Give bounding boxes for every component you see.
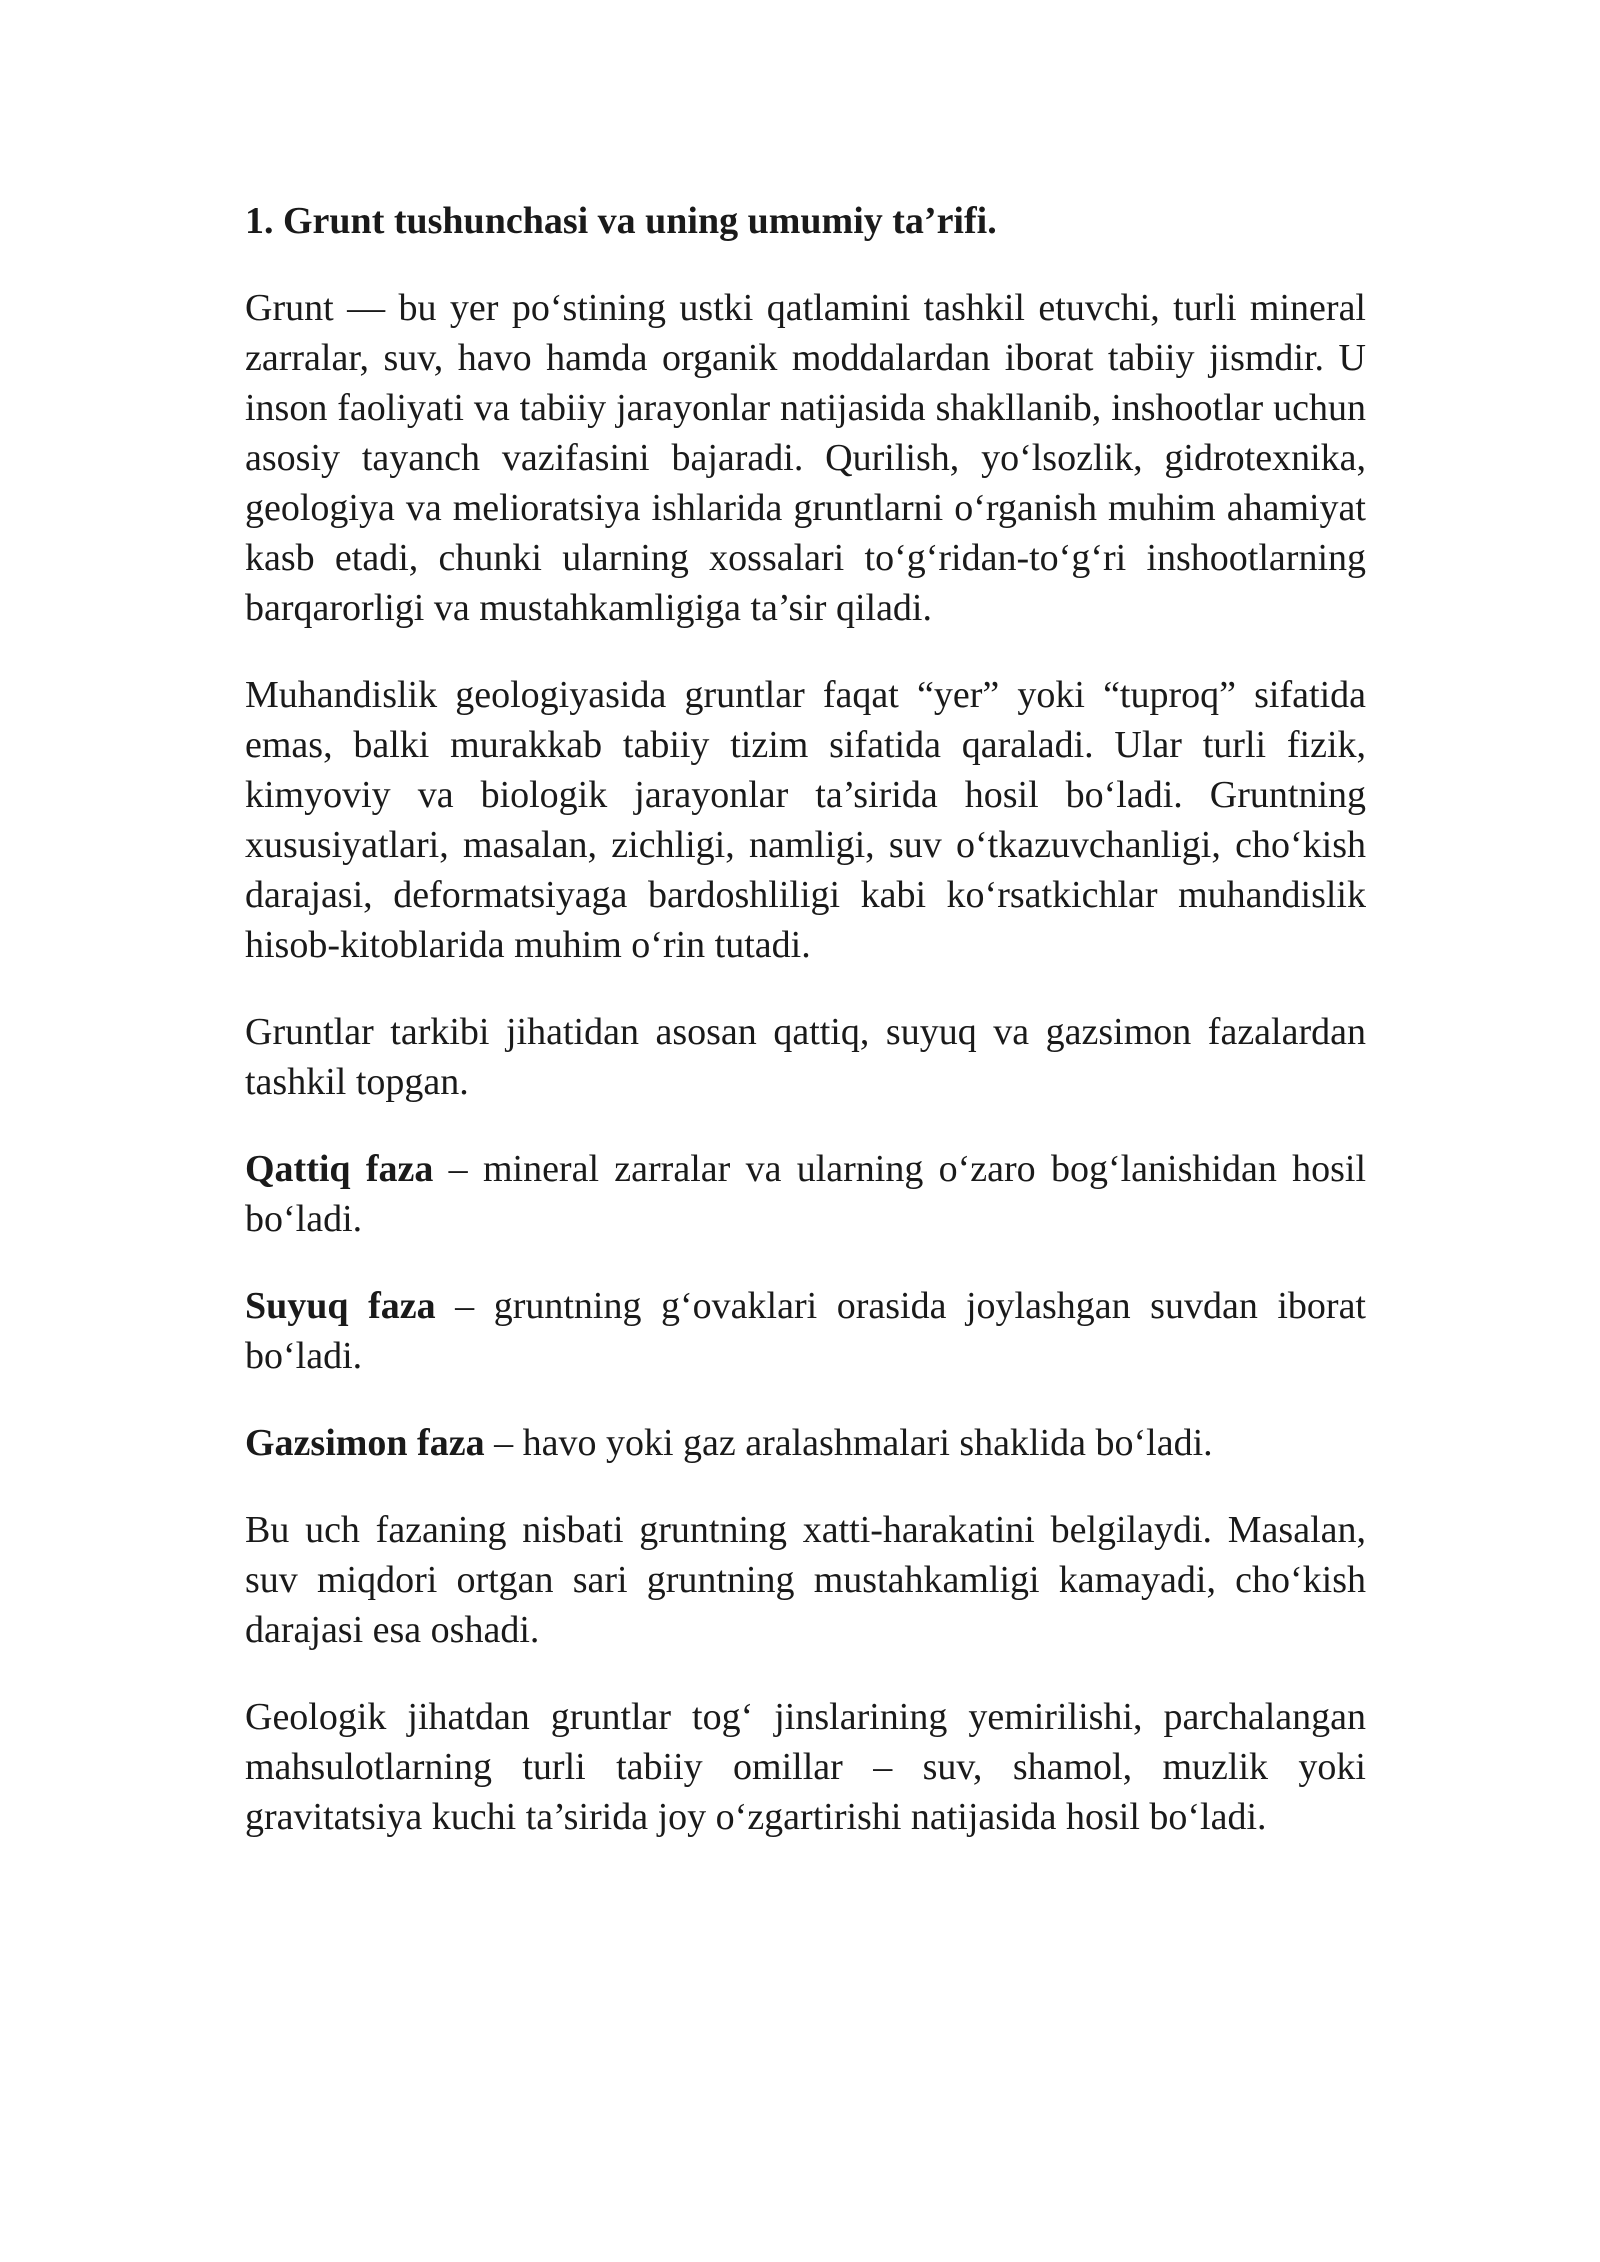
phase-term: Qattiq faza xyxy=(245,1148,434,1190)
phase-solid xyxy=(245,1144,1366,1244)
phase-description: – mineral zarralar va ularning o‘zaro bog‘lanishidan hosil bo‘ladi. xyxy=(245,1148,1367,1240)
phase-liquid xyxy=(245,1281,1366,1381)
phase-description: – gruntning g‘ovaklari orasida joylashgan suvdan iborat bo‘ladi. xyxy=(245,1285,1366,1377)
section-heading: 1. Grunt tushunchasi va uning umumiy ta’rifi. xyxy=(245,200,997,242)
paragraph-grunt-definition: Grunt — bu yer po‘stining ustki qatlamini tashkil etuvchi, turli mineral zarralar, suv, havo hamda organik moddalardan iborat tabiiy jismdir. U inson faoliyati va tabiiy jarayonlar natijasida shakllanib, inshootlar uchun asosiy tayanch vazifasini bajaradi. Qurilish, yo‘lsozlik, gidrotexnika, geologiya va melioratsiya ishlarida gruntlarni o‘rganish muhim ahamiyat kasb etadi, chunki ularning xossalari to‘g‘ridan-to‘g‘ri inshootlarning barqarorligi va mustahkamligiga ta’sir qiladi. xyxy=(245,287,1366,629)
paragraph-geological-origin: Geologik jihatdan gruntlar tog‘ jinslarining yemirilishi, parchalangan mahsulotlarning turli tabiiy omillar – suv, shamol, muzlik yoki gravitatsiya kuchi ta’sirida joy o‘zgartirishi natijasida hosil bo‘ladi. xyxy=(245,1696,1366,1838)
phase-description: – havo yoki gaz aralashmalari shaklida bo‘ladi. xyxy=(484,1422,1213,1464)
paragraph-engineering-geology: Muhandislik geologiyasida gruntlar faqat “yer” yoki “tuproq” sifatida emas, balki murakkab tabiiy tizim sifatida qaraladi. Ular turli fizik, kimyoviy va biologik jarayonlar ta’sirida hosil bo‘ladi. Gruntning xususiyatlari, masalan, zichligi, namligi, suv o‘tkazuvchanligi, cho‘kish darajasi, deformatsiyaga bardoshliligi kabi ko‘rsatkichlar muhandislik hisob-kitoblarida muhim o‘rin tutadi. xyxy=(245,674,1366,966)
document-page xyxy=(245,196,1366,1879)
phase-gas xyxy=(245,1418,1366,1468)
paragraph-phase-ratio: Bu uch fazaning nisbati gruntning xatti-harakatini belgilaydi. Masalan, suv miqdori ortgan sari gruntning mustahkamligi kamayadi, cho‘kish darajasi esa oshadi. xyxy=(245,1509,1366,1651)
phase-term: Suyuq faza xyxy=(245,1285,436,1327)
phase-term: Gazsimon faza xyxy=(245,1422,485,1464)
paragraph-composition: Gruntlar tarkibi jihatidan asosan qattiq, suyuq va gazsimon fazalardan tashkil topgan. xyxy=(245,1011,1366,1103)
